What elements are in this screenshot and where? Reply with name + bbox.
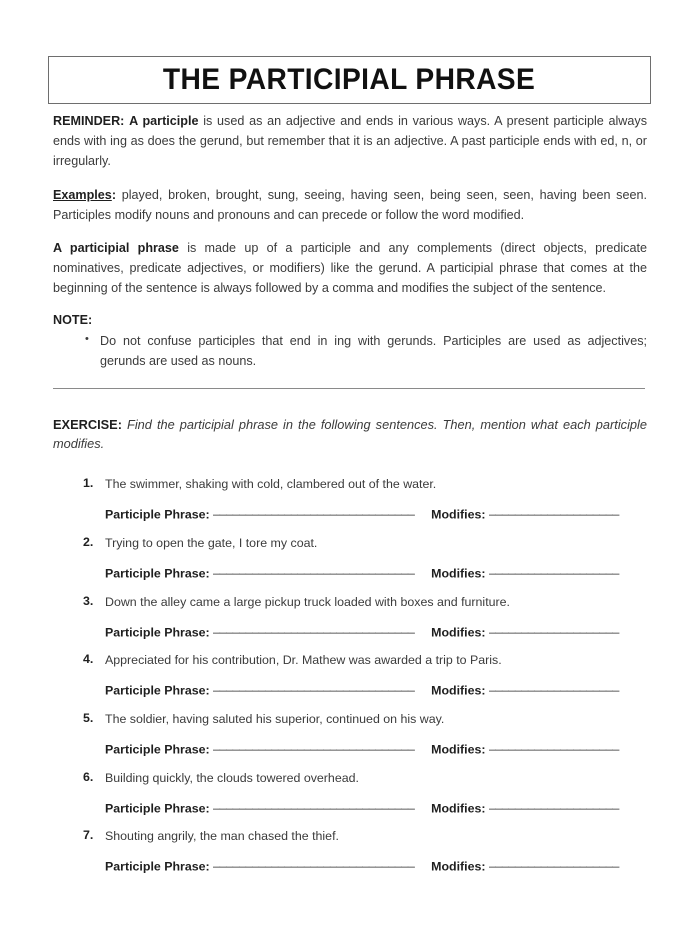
participle-phrase-blank[interactable]: _______________________________ [213,854,415,869]
examples-colon: : [111,187,117,202]
answer-row [105,619,647,642]
question-item [53,476,647,524]
answer-row [105,560,647,583]
question-sentence: The soldier, having saluted his superior, continued on his way. [105,712,445,726]
question-sentence: Trying to open the gate, I tore my coat. [105,535,318,550]
participle-phrase-blank[interactable]: _______________________________ [213,795,415,810]
question-item [53,535,647,583]
question-sentence: Shouting angrily, the man chased the thief. [105,829,339,844]
modifies-label: Modifies: [431,507,486,522]
modifies-blank[interactable]: ____________________ [488,736,619,751]
section-divider [53,388,645,389]
exercise-block [53,415,647,877]
note-list-item: • Do not confuse participles that end in ing with gerunds. Participles are used as adjectives; gerunds are used as nouns. [85,332,647,372]
participle-phrase-blank[interactable]: _______________________________ [213,736,415,751]
participle-phrase-label: Participle Phrase: [105,859,210,874]
participle-phrase-label: Participle Phrase: [105,624,210,639]
exercise-instruction [53,415,647,455]
question-item [53,711,647,759]
participle-phrase-blank[interactable]: _______________________________ [213,619,415,634]
question-item [53,828,647,876]
examples-paragraph [53,186,647,226]
answer-row [105,853,647,876]
question-sentence: Building quickly, the clouds towered overhead. [105,770,359,785]
modifies-label: Modifies: [431,742,486,757]
examples-text: played, broken, brought, sung, seeing, having seen, being seen, seen, having been seen. Participles modify nouns and pronouns and can precede or follow the word modified. [53,187,647,222]
answer-row [105,795,647,818]
participle-phrase-label: Participle Phrase: [105,507,210,522]
question-item [53,770,647,818]
title-box [48,56,651,104]
question-list [53,476,647,876]
participle-phrase-label: Participle Phrase: [105,801,210,816]
examples-label: Examples [53,187,112,202]
participle-phrase-label: Participle Phrase: [105,742,210,757]
modifies-blank[interactable]: ____________________ [488,619,619,634]
reminder-label: REMINDER: [53,114,125,128]
participle-phrase-blank[interactable]: _______________________________ [213,560,415,575]
modifies-blank[interactable]: ____________________ [488,854,619,869]
question-sentence: Appreciated for his contribution, Dr. Mathew was awarded a trip to Paris. [105,653,502,668]
question-item [53,652,647,700]
reminder-paragraph [53,112,647,172]
answer-row [105,736,647,759]
note-label: NOTE: [53,313,93,328]
modifies-blank[interactable]: ____________________ [488,560,619,575]
participle-phrase-label: Participle Phrase: [105,683,210,698]
modifies-blank[interactable]: ____________________ [488,795,619,810]
answer-row [105,677,647,700]
modifies-label: Modifies: [431,683,486,698]
note-list [53,332,647,372]
participle-phrase-blank[interactable]: _______________________________ [213,502,415,517]
question-sentence: Down the alley came a large pickup truck loaded with boxes and furniture. [105,594,510,609]
participle-phrase-blank[interactable]: _______________________________ [213,678,415,693]
exercise-instruction-text: Find the participial phrase in the following sentences. Then, mention what each participle modifies. [53,416,647,452]
modifies-blank[interactable]: ____________________ [488,502,619,517]
reminder-text: is used as an adjective and ends in various ways. A present participle always ends with ing as does the gerund, but remember that it is an adjective. A past participle ends with ed, n, or irregularly. [53,114,647,168]
modifies-label: Modifies: [431,859,486,874]
definition-paragraph [53,239,647,299]
question-sentence: The swimmer, shaking with cold, clambered out of the water. [105,477,437,492]
modifies-label: Modifies: [431,566,486,581]
answer-row [105,501,647,524]
modifies-label: Modifies: [431,801,486,816]
exercise-label: EXERCISE: [53,416,122,432]
participle-phrase-label: Participle Phrase: [105,566,210,581]
worksheet-content [53,112,647,887]
reminder-bold-lead: A participle [129,114,199,128]
definition-bold-lead: A participial phrase [53,241,179,256]
modifies-label: Modifies: [431,624,486,639]
page-title: THE PARTICIPIAL PHRASE [163,63,536,96]
modifies-blank[interactable]: ____________________ [488,678,619,693]
definition-text: is made up of a participle and any complements (direct objects, predicate nominatives, predicate adjectives, or modifiers) like the gerund. A participial phrase that comes at the beginning of the sentence is always followed by a comma and modifies the subject of the sentence. [53,241,647,296]
question-item [53,594,647,642]
